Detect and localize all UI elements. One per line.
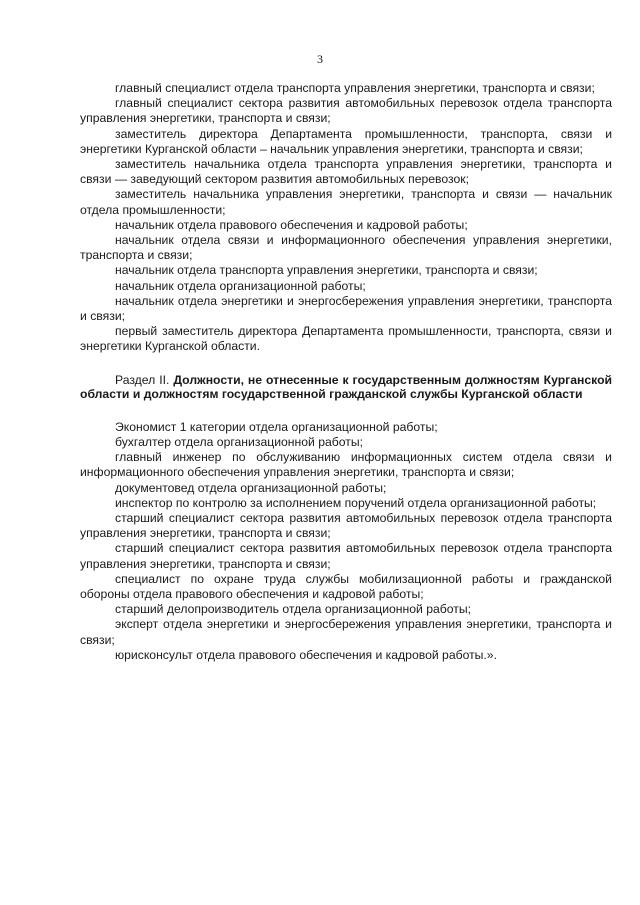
list-item: начальник отдела организационной работы; <box>115 278 366 293</box>
section-heading <box>80 373 612 402</box>
section-prefix: Раздел II. <box>115 372 170 387</box>
list-item: главный специалист отдела транспорта управления энергетики, транспорта и связи; <box>115 81 595 95</box>
list-item: начальник отдела транспорта управления энергетики, транспорта и связи; <box>115 263 538 278</box>
list-item: начальник отдела энергетики и энергосбережения управления энергетики, транспорта и связи; <box>80 293 612 324</box>
list-item: заместитель начальника отдела транспорта управления энергетики, транспорта и связи — заведующий сектором развития автомобильных перевозок; <box>80 157 612 187</box>
list-item: главный специалист сектора развития автомобильных перевозок отдела транспорта управления энергетики, транспорта и связи; <box>80 96 612 126</box>
list-item: специалист по охране труда службы мобилизационной работы и гражданской обороны отдела правового обеспечения и кадровой работы; <box>80 571 612 602</box>
document-body <box>80 81 612 663</box>
list-item: заместитель начальника управления энергетики, транспорта и связи — начальник отдела промышленности; <box>80 187 612 217</box>
list-item: старший делопроизводитель отдела организационной работы; <box>115 602 472 617</box>
list-item: начальник отдела связи и информационного обеспечения управления энергетики, транспорта и связи; <box>80 233 612 263</box>
list-item: заместитель директора Департамента промышленности, транспорта, связи и энергетики Курганской области – начальник управления энергетики, транспорта и связи; <box>80 126 612 156</box>
list-item: инспектор по контролю за исполнением поручений отдела организационной работы; <box>115 495 597 510</box>
page-number: 3 <box>317 52 323 66</box>
list-item: начальник отдела правового обеспечения и кадровой работы; <box>115 217 468 232</box>
list-item: первый заместитель директора Департамента промышленности, транспорта, связи и энергетики Курганской области. <box>80 324 612 354</box>
list-item: старший специалист сектора развития автомобильных перевозок отдела транспорта управления энергетики, транспорта и связи; <box>80 511 612 541</box>
list-item: юрисконсульт отдела правового обеспечения и кадровой работы.». <box>115 647 497 662</box>
list-item: старший специалист сектора развития автомобильных перевозок отдела транспорта управления энергетики, транспорта и связи; <box>80 541 612 571</box>
list-item: документовед отдела организационной работы; <box>115 480 387 495</box>
section-title: Должности, не отнесенные к государственным должностям Курганской области и должностям государственной гражданской службы Курганской области <box>80 372 613 402</box>
list-item: бухгалтер отдела организационной работы; <box>115 435 363 450</box>
position-list-section-two <box>80 420 612 663</box>
list-item: Экономист 1 категории отдела организационной работы; <box>115 419 438 434</box>
position-list-section-one <box>80 81 612 355</box>
list-item: главный инженер по обслуживанию информационных систем отдела связи и информационного обеспечения управления энергетики, транспорта и связи; <box>80 450 612 480</box>
list-item: эксперт отдела энергетики и энергосбережения управления энергетики, транспорта и связи; <box>80 617 612 647</box>
